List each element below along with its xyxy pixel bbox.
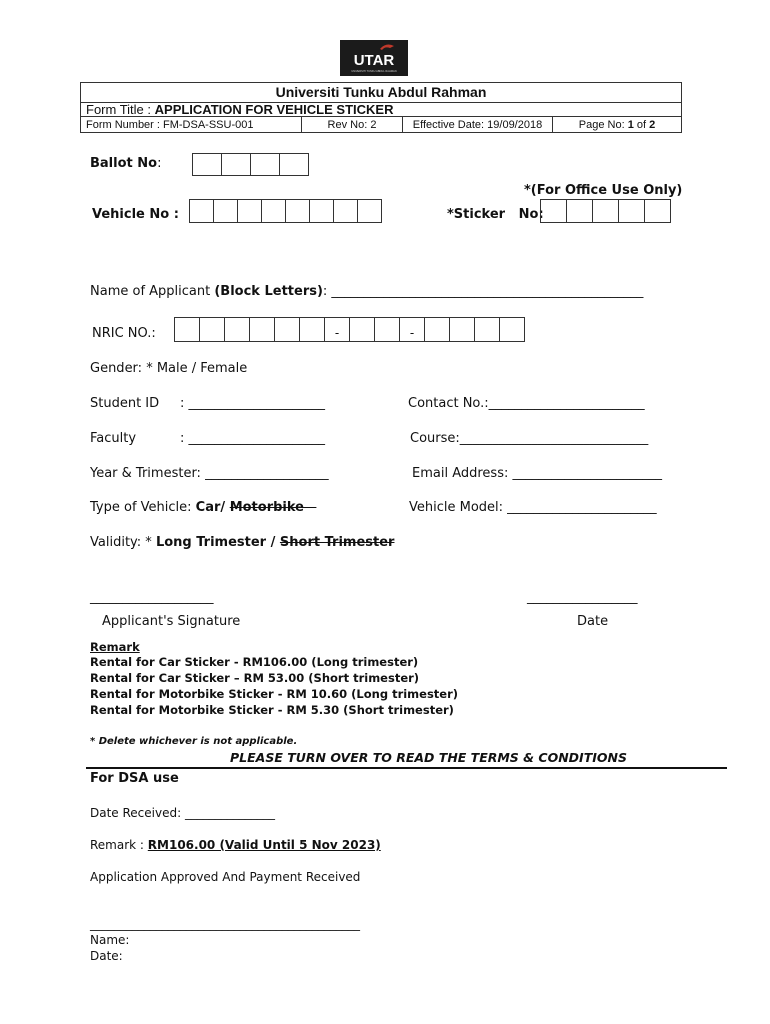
form-title: APPLICATION FOR VEHICLE STICKER <box>154 102 394 117</box>
rev-no: Rev No: 2 <box>302 117 403 133</box>
ballot-label-text: Ballot No <box>90 156 158 171</box>
office-use-note: *(For Office Use Only) <box>524 183 683 198</box>
remark-heading: Remark <box>90 640 140 654</box>
logo-subtext: UNIVERSITI TUNKU ABDUL RAHMAN <box>351 70 397 73</box>
vehicle-no-label: Vehicle No : <box>92 207 179 222</box>
dsa-remark-value: RM106.00 (Valid Until 5 Nov 2023) <box>147 838 381 852</box>
nric-label: NRIC NO.: <box>92 326 156 341</box>
form-title-label: Form Title : <box>86 102 152 117</box>
signature-label: Applicant's Signature <box>102 614 241 629</box>
faculty-label: Faculty <box>90 431 137 446</box>
university-name: Universiti Tunku Abdul Rahman <box>81 83 681 103</box>
effective-date: Effective Date: 19/09/2018 <box>403 117 553 133</box>
remark-line-4: Rental for Motorbike Sticker - RM 5.30 (Short trimester) <box>90 703 454 717</box>
applicant-name-block-letters: (Block Letters) <box>214 284 323 299</box>
ballot-no-boxes[interactable] <box>193 153 309 176</box>
page-no-current: 1 <box>627 119 634 131</box>
form-meta-row <box>81 117 681 133</box>
applicant-name-label: Name of Applicant <box>90 284 215 299</box>
date-received-field[interactable]: Date Received: _______________ <box>90 806 275 820</box>
remark-line-2: Rental for Car Sticker – RM 53.00 (Short trimester) <box>90 671 420 685</box>
remark-line-1: Rental for Car Sticker - RM106.00 (Long trimester) <box>90 655 419 669</box>
validity-label: Validity: * <box>90 535 156 550</box>
form-number: Form Number : FM-DSA-SSU-001 <box>81 117 302 133</box>
validity-field[interactable] <box>90 535 394 550</box>
dsa-date-label: Date: <box>90 949 123 963</box>
sticker-no-boxes[interactable] <box>541 199 671 223</box>
signature-line[interactable]: ___________________ <box>90 590 214 605</box>
gender-field[interactable]: Gender: * Male / Female <box>90 361 248 376</box>
validity-long: Long Trimester <box>155 535 267 550</box>
applicant-name-line: : ________________________________________________ <box>322 284 644 299</box>
vehicle-type-car: Car <box>195 500 221 515</box>
student-id-label: Student ID <box>90 396 160 411</box>
vehicle-model-field[interactable]: Vehicle Model: _______________________ <box>409 500 657 515</box>
ballot-colon: : <box>157 156 162 171</box>
vehicle-type-sep: / <box>220 500 230 515</box>
vehicle-no-boxes[interactable] <box>190 199 382 223</box>
turn-over-note: PLEASE TURN OVER TO READ THE TERMS & CONDITIONS <box>230 750 627 765</box>
page-no-prefix: Page No: <box>578 119 628 131</box>
date-label: Date <box>577 614 609 629</box>
page-no-total: 2 <box>649 119 656 131</box>
dsa-heading: For DSA use <box>90 771 179 786</box>
dsa-name-label: Name: <box>90 933 130 947</box>
date-line[interactable]: _________________ <box>527 590 638 605</box>
delete-note: * Delete whichever is not applicable. <box>90 736 298 747</box>
nric-boxes[interactable] <box>175 317 525 342</box>
page-no-mid: of <box>633 119 650 131</box>
vehicle-type-label: Type of Vehicle: <box>90 500 196 515</box>
dsa-remark-label: Remark : <box>90 838 148 852</box>
vehicle-type-motorbike: Motorbike <box>229 500 304 515</box>
validity-sep: / <box>266 535 280 550</box>
dsa-remark <box>90 838 381 852</box>
validity-short: Short Trimester <box>279 535 395 550</box>
form-title-row <box>81 102 681 117</box>
applicant-name-field[interactable] <box>90 284 643 299</box>
faculty-field[interactable]: : _____________________ <box>180 431 326 446</box>
form-header-table <box>80 82 682 133</box>
year-trimester-field[interactable]: Year & Trimester: ___________________ <box>90 466 329 481</box>
nric-dash-1: - <box>324 317 350 342</box>
nric-dash-2: - <box>399 317 425 342</box>
logo-text: UTAR <box>353 52 395 69</box>
student-id-field[interactable]: : _____________________ <box>180 396 326 411</box>
sticker-no-label: *Sticker No: <box>447 207 544 222</box>
approved-note: Application Approved And Payment Received <box>90 870 361 884</box>
utar-logo <box>340 40 408 76</box>
vehicle-type-field[interactable] <box>90 500 316 515</box>
contact-no-field[interactable]: Contact No.:________________________ <box>408 396 645 411</box>
ballot-no-label <box>90 156 161 171</box>
page-number <box>553 117 681 133</box>
course-field[interactable]: Course:_____________________________ <box>410 431 649 446</box>
remark-line-3: Rental for Motorbike Sticker - RM 10.60 (Long trimester) <box>90 687 459 701</box>
dsa-signature-line[interactable]: _____________________________________________ <box>90 917 360 931</box>
email-field[interactable]: Email Address: _______________________ <box>412 466 662 481</box>
section-divider <box>86 767 727 769</box>
